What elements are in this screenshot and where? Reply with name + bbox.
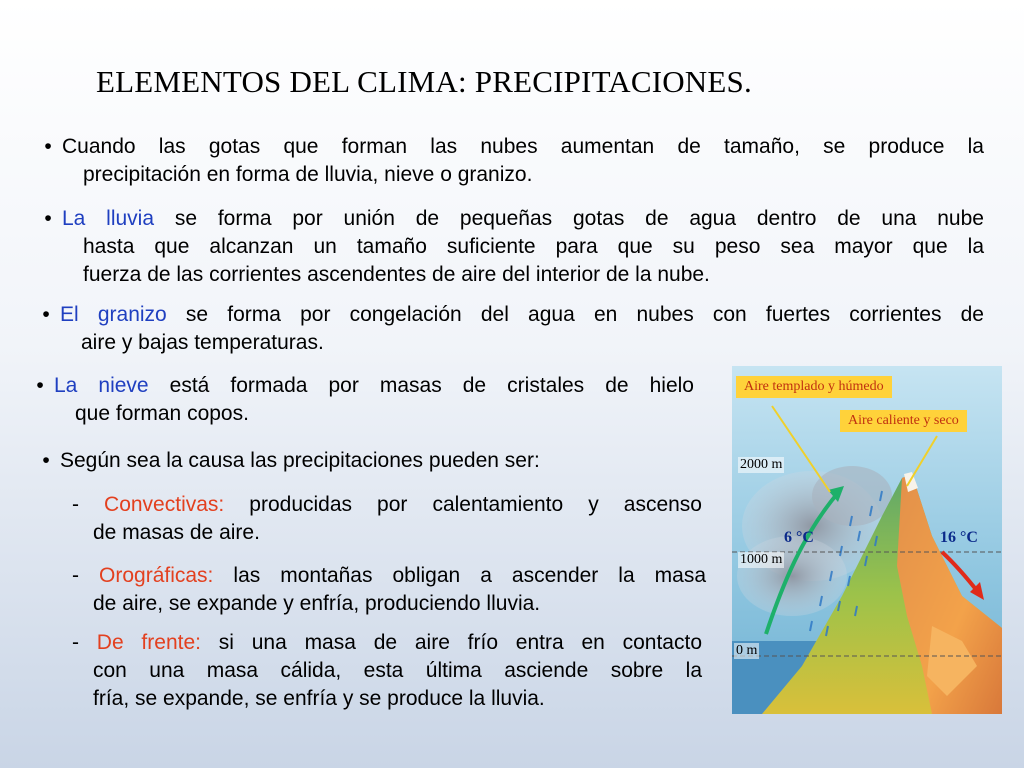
bullet-dot: •	[36, 374, 44, 397]
bullet-text-line	[60, 301, 984, 329]
bullet-text-line: aire y bajas temperaturas.	[81, 331, 324, 354]
term-frontal: De frente:	[96, 631, 201, 654]
temperature-windward: 6 °C	[784, 529, 814, 546]
bullet-rain	[44, 205, 984, 289]
term-hail: El granizo	[60, 303, 167, 326]
bullet-snow	[36, 372, 694, 428]
temperature-leeward: 16 °C	[940, 529, 978, 546]
term-convective: Convectivas:	[104, 493, 225, 516]
bullet-dot: •	[42, 303, 50, 326]
bullet-text-line: que forman copos.	[75, 402, 249, 425]
bullet-text-line: hasta que alcanzan un tamaño suficiente para que su peso sea mayor que la	[83, 235, 984, 258]
altitude-0: 0 m	[736, 643, 758, 658]
bullet-causes	[42, 447, 700, 475]
altitude-2000: 2000 m	[740, 457, 783, 472]
orographic-illustration	[732, 366, 1002, 714]
term-rain: La lluvia	[62, 207, 155, 230]
type-convective	[72, 491, 702, 547]
altitude-1000: 1000 m	[740, 552, 783, 567]
type-frontal	[72, 629, 702, 713]
type-text-line	[72, 491, 702, 519]
bullet-text: se forma por unión de pequeñas gotas de agua dentro de una nube	[154, 207, 984, 230]
dash: -	[72, 564, 100, 587]
bullet-dot: •	[44, 135, 52, 158]
bullet-text: está formada por masas de cristales de hielo	[148, 374, 694, 397]
bullet-precipitation-definition	[44, 133, 984, 189]
term-snow: La nieve	[54, 374, 149, 397]
type-text: las montañas obligan a ascender la masa	[213, 564, 707, 587]
type-text-line	[72, 562, 706, 590]
type-text-line: de masas de aire.	[93, 521, 260, 544]
label-warm-humid-air: Aire templado y húmedo	[736, 376, 892, 398]
bullet-dot: •	[44, 207, 52, 230]
term-orographic: Orográficas:	[99, 564, 214, 587]
bullet-text-line: precipitación en forma de lluvia, nieve o granizo.	[83, 163, 533, 186]
bullet-text-line	[62, 205, 984, 233]
bullet-text-line	[54, 372, 694, 400]
bullet-text: se forma por congelación del agua en nubes con fuertes corrientes de	[166, 303, 984, 326]
bullet-dot: •	[42, 449, 50, 472]
bullet-text-line: fuerza de las corrientes ascendentes de aire del interior de la nube.	[83, 263, 710, 286]
type-text-line	[72, 629, 702, 657]
bullet-hail	[42, 301, 984, 357]
bullet-text-line: Según sea la causa las precipitaciones pueden ser:	[60, 449, 540, 472]
dash: -	[72, 493, 105, 516]
type-text: si una masa de aire frío entra en contacto	[200, 631, 703, 654]
dash: -	[72, 631, 97, 654]
type-text-line: fría, se expande, se enfría y se produce la lluvia.	[93, 687, 545, 710]
type-text: producidas por calentamiento y ascenso	[224, 493, 702, 516]
slide-title: ELEMENTOS DEL CLIMA: PRECIPITACIONES.	[96, 64, 752, 99]
label-hot-dry-air: Aire caliente y seco	[840, 410, 967, 432]
type-text-line: de aire, se expande y enfría, produciendo lluvia.	[93, 592, 541, 615]
type-orographic	[72, 562, 706, 618]
type-text-line: con una masa cálida, esta última asciende sobre la	[93, 659, 702, 682]
bullet-text-line: Cuando las gotas que forman las nubes aumentan de tamaño, se produce la	[62, 135, 984, 158]
